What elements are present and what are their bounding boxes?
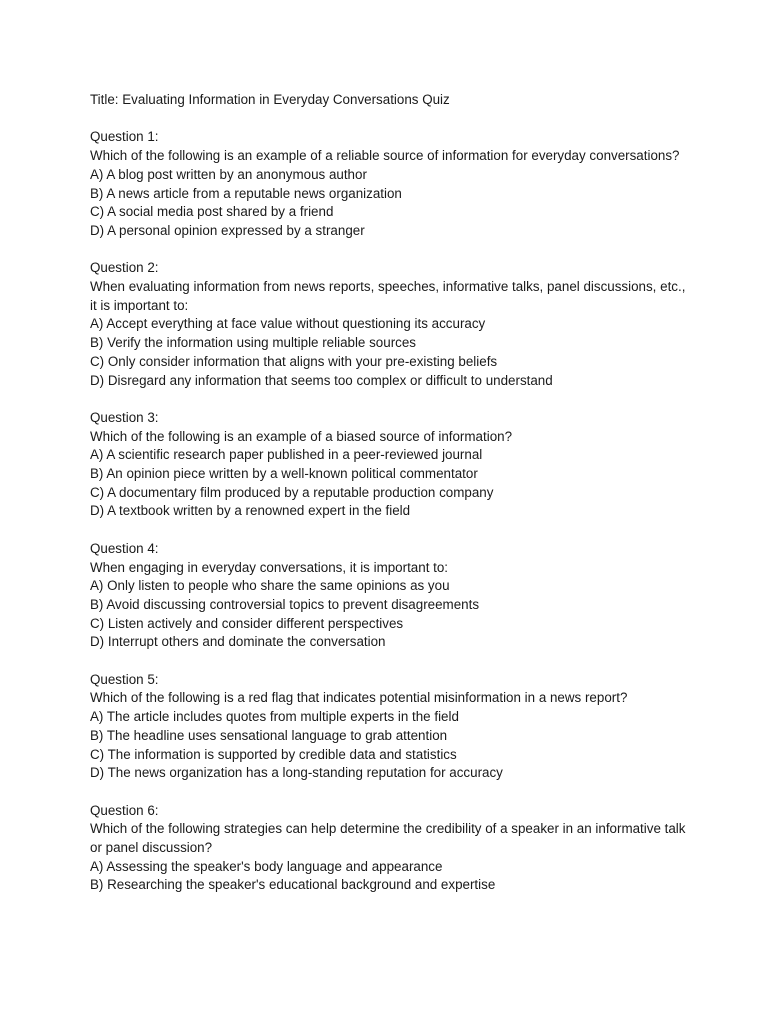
option-d: D) Disregard any information that seems too complex or difficult to understand: [90, 372, 553, 388]
option-b: B) An opinion piece written by a well-known political commentator: [90, 466, 478, 482]
question-text: Which of the following is an example of a reliable source of information for everyday conversations?: [90, 148, 680, 164]
document-title: Title: Evaluating Information in Everyday Conversations Quiz: [90, 92, 450, 107]
option-c: C) A social media post shared by a friend: [90, 204, 334, 220]
question-3: [90, 409, 690, 521]
option-d: D) A textbook written by a renowned expert in the field: [90, 503, 411, 519]
question-label: Question 5:: [90, 671, 159, 687]
option-b: B) Avoid discussing controversial topics to prevent disagreements: [90, 596, 480, 612]
option-a: A) A blog post written by an anonymous author: [90, 166, 367, 182]
option-a: A) The article includes quotes from multiple experts in the field: [90, 709, 459, 725]
option-d: D) The news organization has a long-standing reputation for accuracy: [90, 765, 503, 781]
option-a: A) A scientific research paper published in a peer-reviewed journal: [90, 447, 483, 463]
question-label: Question 2:: [90, 260, 159, 276]
question-1: [90, 128, 690, 240]
option-d: D) A personal opinion expressed by a stranger: [90, 222, 365, 238]
question-label: Question 6:: [90, 802, 159, 818]
option-a: A) Accept everything at face value without questioning its accuracy: [90, 316, 486, 332]
option-c: C) A documentary film produced by a reputable production company: [90, 484, 494, 500]
question-label: Question 3:: [90, 409, 159, 425]
option-b: B) A news article from a reputable news organization: [90, 185, 402, 201]
question-6: [90, 802, 690, 896]
question-text: Which of the following is an example of a biased source of information?: [90, 428, 513, 444]
option-a: A) Only listen to people who share the same opinions as you: [90, 578, 450, 594]
question-label: Question 1:: [90, 129, 159, 145]
option-b: B) Researching the speaker's educational background and expertise: [90, 877, 496, 893]
question-text: Which of the following strategies can help determine the credibility of a speaker in an informative talk or panel discussion?: [90, 821, 686, 856]
question-label: Question 4:: [90, 540, 159, 556]
question-4: [90, 540, 690, 652]
option-c: C) The information is supported by credible data and statistics: [90, 746, 457, 762]
question-text: When evaluating information from news reports, speeches, informative talks, panel discussions, etc., it is important to:: [90, 279, 686, 313]
option-c: C) Only consider information that aligns with your pre-existing beliefs: [90, 353, 498, 369]
option-b: B) Verify the information using multiple reliable sources: [90, 335, 416, 351]
question-text: Which of the following is a red flag that indicates potential misinformation in a news report?: [90, 690, 628, 706]
option-b: B) The headline uses sensational language to grab attention: [90, 727, 448, 743]
question-5: [90, 671, 690, 783]
option-d: D) Interrupt others and dominate the conversation: [90, 634, 386, 650]
option-c: C) Listen actively and consider different perspectives: [90, 615, 404, 631]
option-a: A) Assessing the speaker's body language and appearance: [90, 858, 443, 874]
document-content: [90, 91, 690, 914]
question-2: [90, 259, 690, 390]
question-text: When engaging in everyday conversations, it is important to:: [90, 559, 449, 575]
